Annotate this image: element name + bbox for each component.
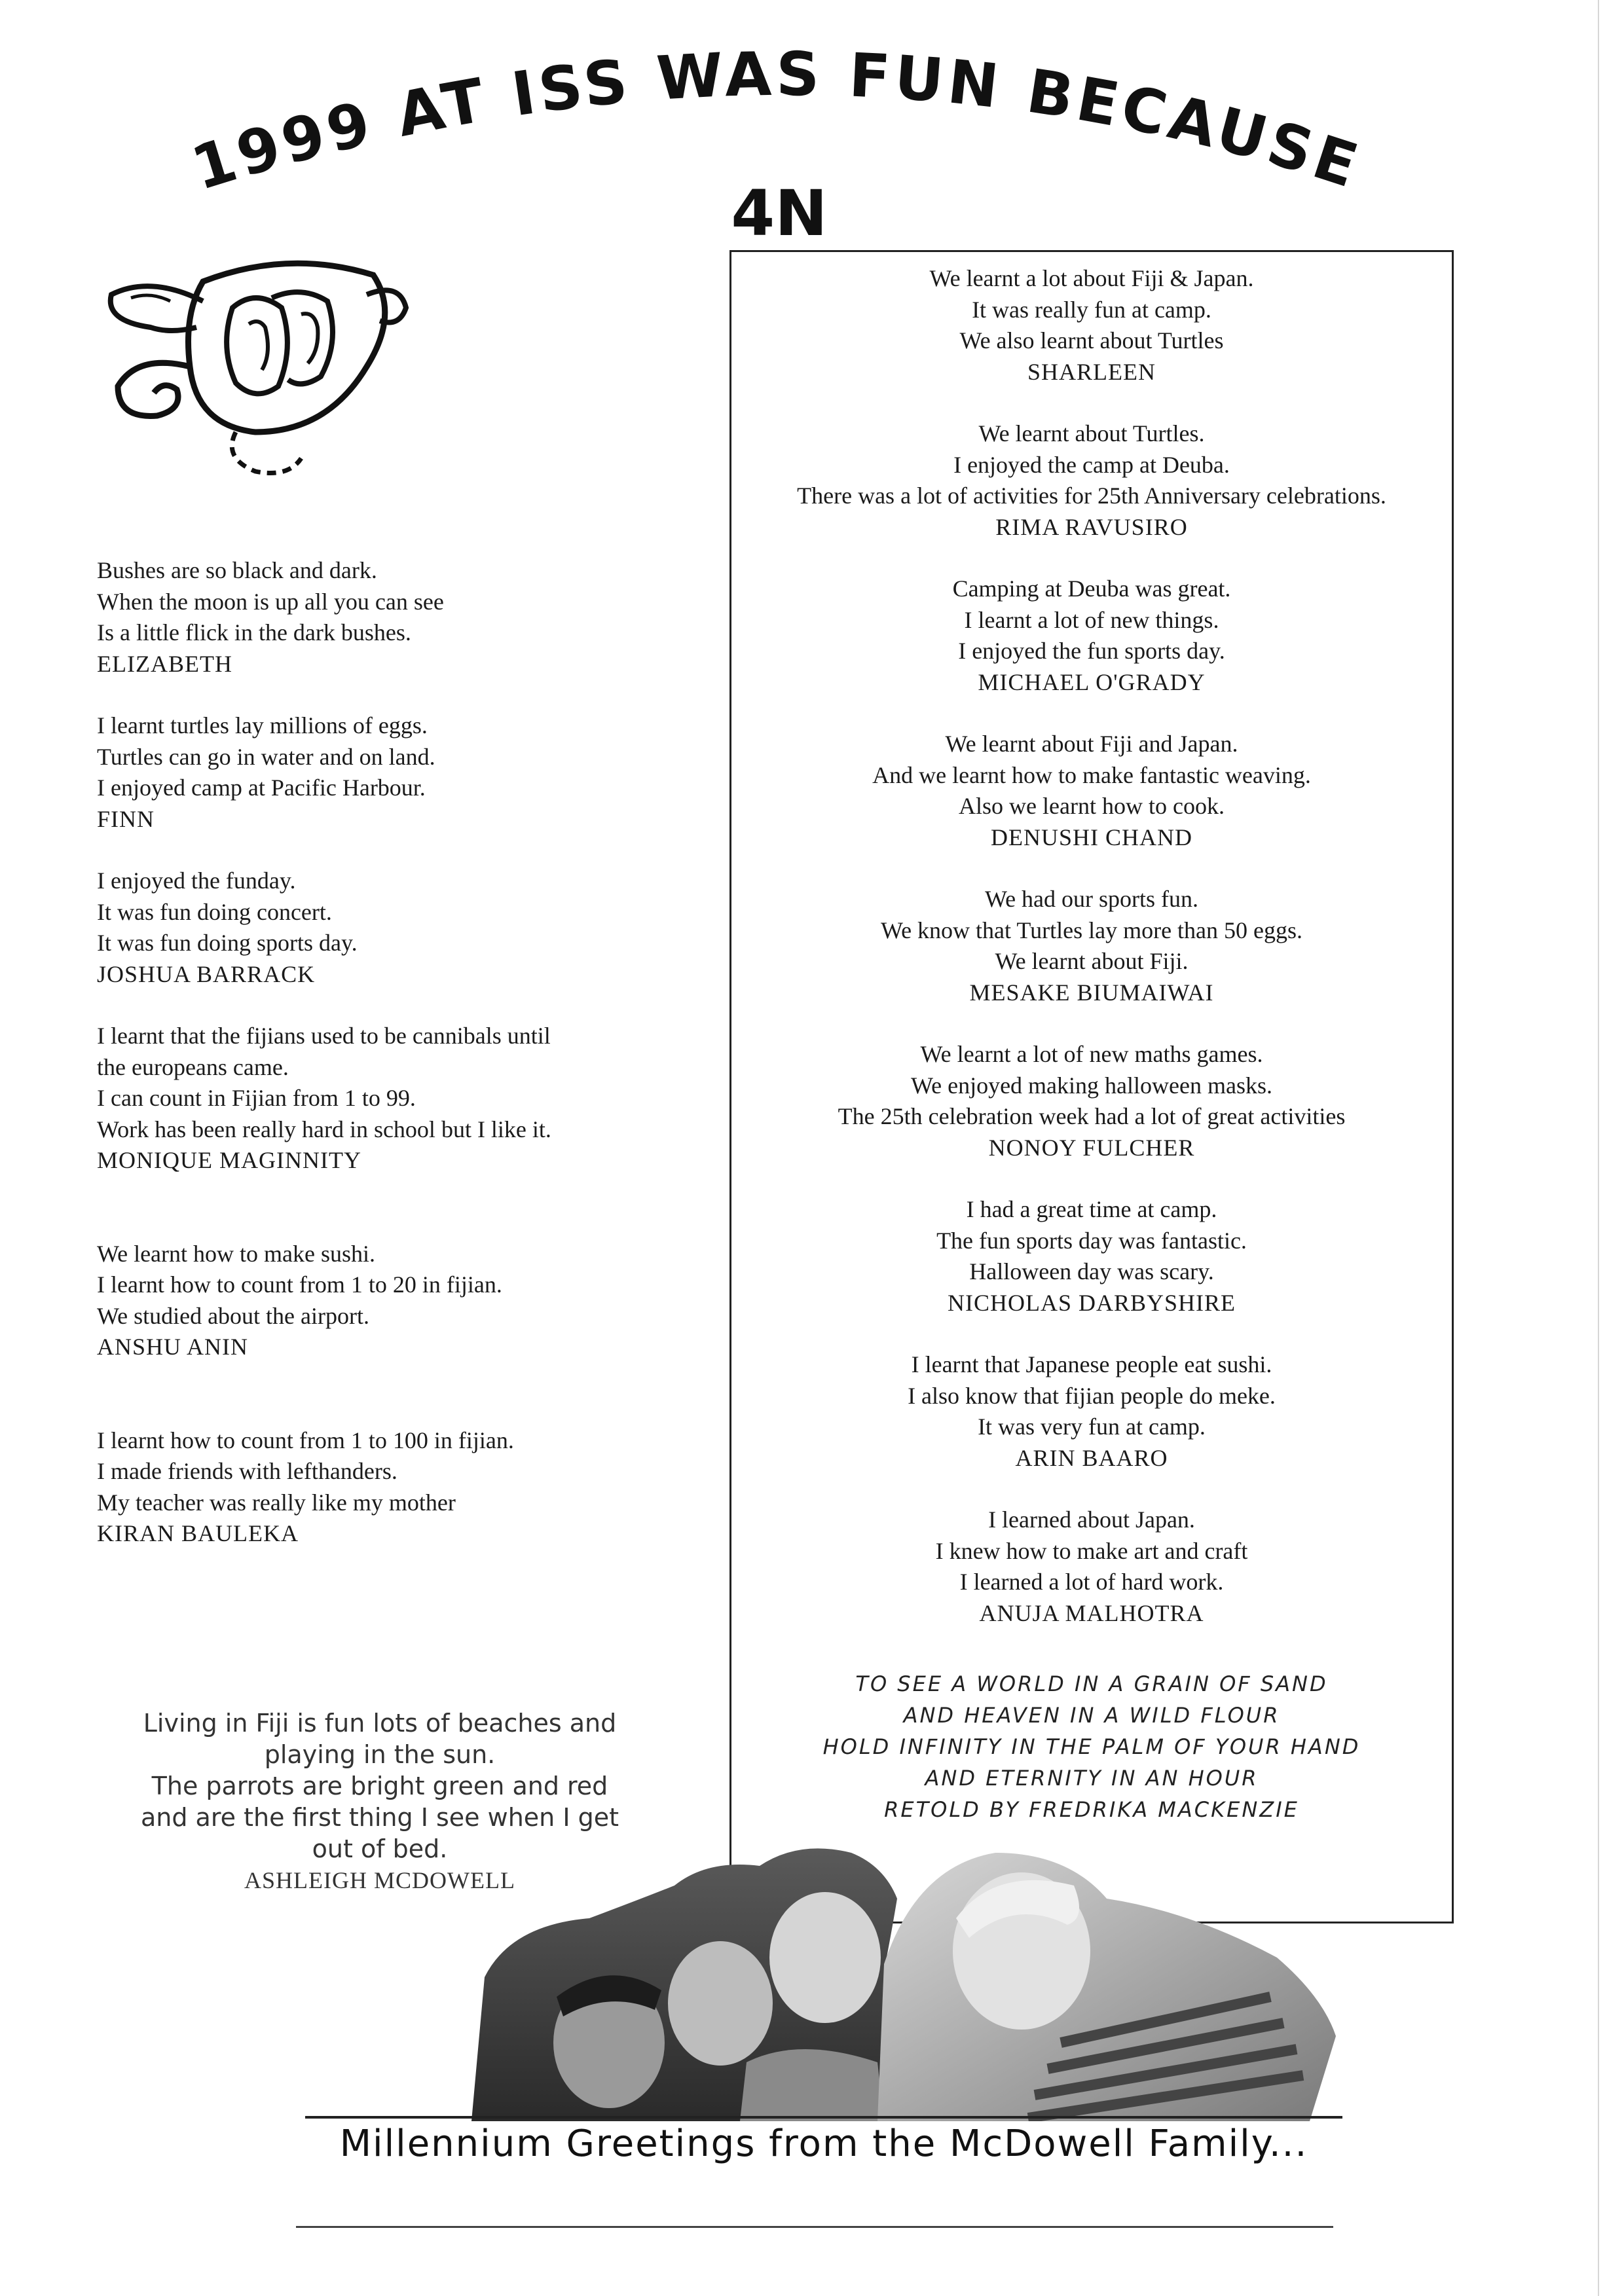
- entry-line: Is a little flick in the dark bushes.: [97, 619, 411, 646]
- entry-sharleen: [729, 263, 1454, 388]
- entry-line: the europeans came.: [97, 1053, 289, 1080]
- entry-author: NICHOLAS DARBYSHIRE: [947, 1289, 1236, 1316]
- entry-line: I enjoyed the camp at Deuba.: [953, 451, 1230, 478]
- entry-author: MICHAEL O'GRADY: [978, 668, 1206, 695]
- footer-greeting: Millennium Greetings from the McDowell Family...: [339, 2123, 1308, 2165]
- entry-line: When the moon is up all you can see: [97, 588, 444, 615]
- entry-rima: [729, 418, 1454, 543]
- entry-line: I learnt how to count from 1 to 20 in fijian.: [97, 1271, 502, 1298]
- entry-line: Turtles can go in water and on land.: [97, 743, 435, 770]
- poem-line: Living in Fiji is fun lots of beaches and: [143, 1709, 617, 1738]
- entry-line: It was fun doing sports day.: [97, 930, 358, 956]
- entry-author: DENUSHI CHAND: [991, 824, 1192, 850]
- entry-author: ANUJA MALHOTRA: [979, 1599, 1204, 1626]
- entry-line: I enjoyed the fun sports day.: [958, 638, 1225, 664]
- entry-author: JOSHUA BARRACK: [97, 960, 316, 987]
- entry-line: We learnt how to make sushi.: [97, 1240, 376, 1267]
- poem-author: ASHLEIGH MCDOWELL: [244, 1867, 515, 1893]
- entry-author: ANSHU ANIN: [97, 1334, 249, 1360]
- left-column: [97, 555, 673, 1580]
- entry-line: The fun sports day was fantastic.: [936, 1227, 1247, 1254]
- quote-line: HOLD INFINITY IN THE PALM OF YOUR HAND: [822, 1734, 1361, 1759]
- entry-line: I also know that fijian people do meke.: [908, 1382, 1276, 1409]
- entry-author: NONOY FULCHER: [988, 1134, 1195, 1161]
- entry-line: We learnt a lot of new maths games.: [920, 1041, 1263, 1067]
- entry-author: ARIN BAARO: [1015, 1444, 1168, 1471]
- title-text: 1999 AT ISS WAS FUN BECAUSE: [183, 39, 1370, 204]
- entry-line: I learned a lot of hard work.: [959, 1569, 1224, 1595]
- entry-line: It was really fun at camp.: [972, 296, 1211, 323]
- entry-author: ELIZABETH: [97, 650, 232, 677]
- entry-line: We also learnt about Turtles: [959, 327, 1224, 354]
- footer-divider-bottom: [296, 2226, 1333, 2228]
- entry-line: I enjoyed camp at Pacific Harbour.: [97, 774, 426, 801]
- entry-line: There was a lot of activities for 25th Anniversary celebrations.: [797, 483, 1386, 509]
- entry-elizabeth: [97, 555, 673, 680]
- entry-arin: [729, 1349, 1454, 1474]
- entry-author: MONIQUE MAGINNITY: [97, 1147, 361, 1173]
- entry-line: My teacher was really like my mother: [97, 1489, 456, 1516]
- quote-line: TO SEE A WORLD IN A GRAIN OF SAND: [855, 1671, 1328, 1696]
- poem-line: The parrots are bright green and red: [151, 1772, 608, 1800]
- entry-line: I had a great time at camp.: [966, 1196, 1217, 1222]
- entry-line: Bushes are so black and dark.: [97, 557, 377, 583]
- entry-line: The 25th celebration week had a lot of great activities: [838, 1103, 1346, 1129]
- right-column: [729, 263, 1454, 1660]
- handwritten-quote: [729, 1668, 1454, 1825]
- entry-line: I learnt a lot of new things.: [964, 606, 1219, 633]
- entry-author: KIRAN BAULEKA: [97, 1520, 299, 1546]
- entry-anuja: [729, 1504, 1454, 1629]
- entry-joshua: [97, 866, 673, 990]
- family-photo: [458, 1827, 1441, 2121]
- entry-monique: [97, 1021, 673, 1176]
- entry-line: I enjoyed the funday.: [97, 867, 296, 894]
- entry-author: MESAKE BIUMAIWAI: [969, 979, 1214, 1006]
- entry-line: I learnt how to count from 1 to 100 in fijian.: [97, 1427, 514, 1453]
- entry-line: We studied about the airport.: [97, 1302, 369, 1329]
- entry-nonoy: [729, 1039, 1454, 1163]
- poem-line: and are the first thing I see when I get: [140, 1803, 619, 1832]
- entry-line: We had our sports fun.: [984, 886, 1199, 912]
- entry-anshu: [97, 1239, 673, 1363]
- poem-line: playing in the sun.: [264, 1740, 496, 1769]
- entry-line: Work has been really hard in school but I like it.: [97, 1116, 551, 1142]
- entry-michael: [729, 574, 1454, 698]
- entry-line: I can count in Fijian from 1 to 99.: [97, 1085, 416, 1111]
- entry-author: SHARLEEN: [1027, 358, 1156, 385]
- entry-author: FINN: [97, 805, 155, 832]
- entry-line: And we learnt how to make fantastic weaving.: [872, 761, 1311, 788]
- quote-line: AND ETERNITY IN AN HOUR: [925, 1766, 1259, 1791]
- entry-line: We learnt about Fiji.: [995, 948, 1189, 974]
- entry-line: We enjoyed making halloween masks.: [911, 1072, 1272, 1099]
- entry-mesake: [729, 884, 1454, 1008]
- poem-line: out of bed.: [312, 1834, 448, 1863]
- entry-line: I learnt that Japanese people eat sushi.: [911, 1351, 1272, 1377]
- entry-line: We learnt a lot about Fiji & Japan.: [929, 265, 1254, 291]
- entry-line: We know that Turtles lay more than 50 eggs.: [880, 917, 1303, 943]
- entry-line: I made friends with lefthanders.: [97, 1458, 397, 1484]
- entry-author: RIMA RAVUSIRO: [995, 513, 1188, 540]
- entry-kiran: [97, 1425, 673, 1550]
- entry-line: I learnt turtles lay millions of eggs.: [97, 712, 428, 738]
- entry-line: It was fun doing concert.: [97, 898, 332, 925]
- turtle-icon: [92, 236, 419, 498]
- quote-credit: RETOLD BY FREDRIKA MACKENZIE: [884, 1797, 1299, 1822]
- entry-line: We learnt about Fiji and Japan.: [945, 731, 1238, 757]
- entry-line: I learned about Japan.: [988, 1506, 1195, 1533]
- entry-denushi: [729, 729, 1454, 853]
- entry-line: I learnt that the fijians used to be cannibals until: [97, 1023, 551, 1049]
- class-label: 4N: [731, 177, 828, 250]
- entry-line: We learnt about Turtles.: [978, 420, 1205, 446]
- entry-line: Also we learnt how to cook.: [959, 793, 1225, 819]
- entry-line: I knew how to make art and craft: [935, 1537, 1248, 1564]
- entry-line: It was very fun at camp.: [978, 1413, 1206, 1440]
- footer-divider-top: [305, 2116, 1342, 2119]
- entry-nicholas: [729, 1194, 1454, 1319]
- entry-line: Halloween day was scary.: [969, 1258, 1214, 1285]
- quote-line: AND HEAVEN IN A WILD FLOUR: [903, 1703, 1280, 1728]
- entry-finn: [97, 710, 673, 835]
- page-edge: [1598, 0, 1599, 2296]
- entry-line: Camping at Deuba was great.: [952, 575, 1231, 602]
